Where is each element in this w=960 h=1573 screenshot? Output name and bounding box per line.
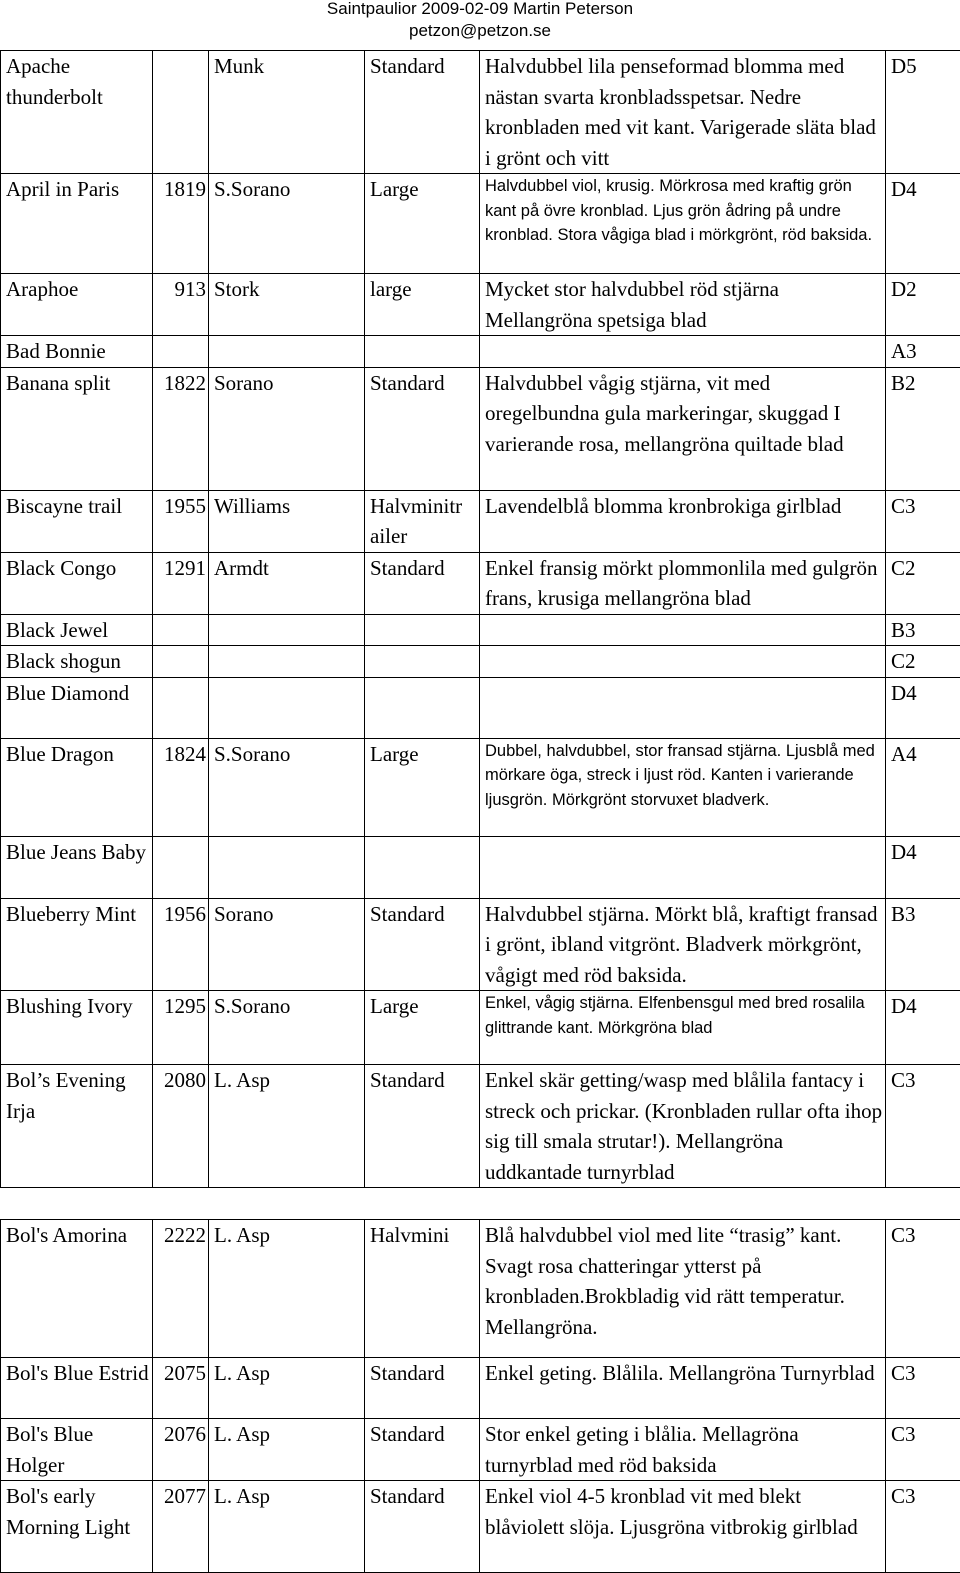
breeder-cell: Sorano	[209, 898, 365, 991]
description-cell: Halvdubbel viol, krusig. Mörkrosa med kraftig grön kant på övre kronblad. Ljus grön ådring på undre kronblad. Stora vågiga blad i mörkgrönt, röd baksida.	[480, 174, 886, 274]
location-code-cell: D4	[886, 836, 960, 898]
variety-name-cell: Bol's Blue Holger	[1, 1419, 153, 1481]
variety-number-cell	[153, 614, 209, 646]
breeder-cell	[209, 614, 365, 646]
variety-name-cell: Araphoe	[1, 274, 153, 336]
size-cell	[365, 677, 480, 738]
description-cell: Halvdubbel stjärna. Mörkt blå, kraftigt fransad i grönt, ibland vitgrönt. Bladverk mörkgrönt, vågigt med röd baksida.	[480, 898, 886, 991]
description-cell: Stor enkel geting i blålia. Mellagröna turnyrblad med röd baksida	[480, 1419, 886, 1481]
variety-number-cell: 1819	[153, 174, 209, 274]
description-cell: Enkel viol 4-5 kronblad vit med blekt blåviolett slöja. Ljusgröna vitbrokig girlblad	[480, 1481, 886, 1573]
table-row	[1, 1220, 960, 1358]
table-row	[1, 1481, 960, 1573]
table-row	[1, 614, 960, 646]
location-code-cell: C3	[886, 490, 960, 552]
location-code-cell: C3	[886, 1419, 960, 1481]
table-row	[1, 490, 960, 552]
variety-number-cell: 2077	[153, 1481, 209, 1573]
description-cell: Enkel, vågig stjärna. Elfenbensgul med bred rosalila glittrande kant. Mörkgröna blad	[480, 991, 886, 1065]
size-cell: Standard	[365, 552, 480, 614]
size-cell: Standard	[365, 898, 480, 991]
size-cell: Standard	[365, 1065, 480, 1188]
description-cell: Lavendelblå blomma kronbrokiga girlblad	[480, 490, 886, 552]
variety-name-cell: Banana split	[1, 367, 153, 490]
variety-number-cell	[153, 51, 209, 174]
description-cell	[480, 836, 886, 898]
variety-name-cell: Bol’s Evening Irja	[1, 1065, 153, 1188]
description-cell: Enkel geting. Blålila. Mellangröna Turnyrblad	[480, 1358, 886, 1419]
breeder-cell	[209, 836, 365, 898]
description-cell: Halvdubbel vågig stjärna, vit med oregelbundna gula markeringar, skuggad I varierande rosa, mellangröna quiltade blad	[480, 367, 886, 490]
variety-number-cell: 1291	[153, 552, 209, 614]
variety-name-cell: Black Jewel	[1, 614, 153, 646]
location-code-cell: C2	[886, 552, 960, 614]
table-gap-cell	[1, 1188, 960, 1220]
variety-name-cell: Blue Diamond	[1, 677, 153, 738]
location-code-cell: C3	[886, 1220, 960, 1358]
description-cell	[480, 614, 886, 646]
description-cell: Mycket stor halvdubbel röd stjärna Mellangröna spetsiga blad	[480, 274, 886, 336]
plant-table-body	[1, 51, 960, 1573]
size-cell: large	[365, 274, 480, 336]
variety-number-cell: 1295	[153, 991, 209, 1065]
breeder-cell	[209, 646, 365, 678]
table-row	[1, 1419, 960, 1481]
variety-number-cell: 913	[153, 274, 209, 336]
location-code-cell: C3	[886, 1065, 960, 1188]
breeder-cell: Stork	[209, 274, 365, 336]
breeder-cell: L. Asp	[209, 1481, 365, 1573]
variety-number-cell: 1955	[153, 490, 209, 552]
variety-name-cell: Apache thunderbolt	[1, 51, 153, 174]
location-code-cell: D4	[886, 174, 960, 274]
breeder-cell: Armdt	[209, 552, 365, 614]
variety-name-cell: Blue Jeans Baby	[1, 836, 153, 898]
table-row	[1, 1065, 960, 1188]
table-row	[1, 552, 960, 614]
table-row	[1, 836, 960, 898]
table-row	[1, 336, 960, 368]
variety-name-cell: Black shogun	[1, 646, 153, 678]
location-code-cell: B3	[886, 614, 960, 646]
table-row	[1, 898, 960, 991]
description-cell: Dubbel, halvdubbel, stor fransad stjärna. Ljusblå med mörkare öga, streck i ljust röd. Kanten i varierande ljusgrön. Mörkgrönt storvuxet bladverk.	[480, 738, 886, 836]
page-header-email: petzon@petzon.se	[0, 20, 960, 42]
variety-name-cell: Blue Dragon	[1, 738, 153, 836]
table-gap	[1, 1188, 960, 1220]
variety-number-cell: 2222	[153, 1220, 209, 1358]
variety-number-cell: 2076	[153, 1419, 209, 1481]
variety-name-cell: Blueberry Mint	[1, 898, 153, 991]
size-cell: Large	[365, 738, 480, 836]
breeder-cell: L. Asp	[209, 1419, 365, 1481]
location-code-cell: D5	[886, 51, 960, 174]
breeder-cell: S.Sorano	[209, 738, 365, 836]
size-cell	[365, 836, 480, 898]
table-row	[1, 738, 960, 836]
location-code-cell: C3	[886, 1481, 960, 1573]
size-cell: Large	[365, 174, 480, 274]
description-cell: Enkel fransig mörkt plommonlila med gulgrön frans, krusiga mellangröna blad	[480, 552, 886, 614]
description-cell	[480, 646, 886, 678]
size-cell: Standard	[365, 51, 480, 174]
variety-number-cell	[153, 677, 209, 738]
size-cell	[365, 614, 480, 646]
breeder-cell: S.Sorano	[209, 174, 365, 274]
size-cell: Standard	[365, 1358, 480, 1419]
variety-name-cell: Biscayne trail	[1, 490, 153, 552]
location-code-cell: A4	[886, 738, 960, 836]
location-code-cell: D4	[886, 677, 960, 738]
table-row	[1, 367, 960, 490]
variety-name-cell: Bad Bonnie	[1, 336, 153, 368]
breeder-cell	[209, 677, 365, 738]
variety-name-cell: Bol's Amorina	[1, 1220, 153, 1358]
variety-number-cell: 1822	[153, 367, 209, 490]
table-row	[1, 677, 960, 738]
variety-number-cell: 2075	[153, 1358, 209, 1419]
variety-name-cell: Blushing Ivory	[1, 991, 153, 1065]
description-cell: Blå halvdubbel viol med lite “trasig” kant. Svagt rosa chatteringar ytterst på kronbladen.Brokbladig vid rätt temperatur. Mellangröna.	[480, 1220, 886, 1358]
table-row	[1, 1358, 960, 1419]
location-code-cell: D2	[886, 274, 960, 336]
table-row	[1, 991, 960, 1065]
variety-number-cell	[153, 336, 209, 368]
location-code-cell: B3	[886, 898, 960, 991]
variety-name-cell: Black Congo	[1, 552, 153, 614]
variety-number-cell	[153, 836, 209, 898]
variety-number-cell: 2080	[153, 1065, 209, 1188]
size-cell: Large	[365, 991, 480, 1065]
table-row	[1, 174, 960, 274]
size-cell: Standard	[365, 367, 480, 490]
table-row	[1, 51, 960, 174]
breeder-cell	[209, 336, 365, 368]
location-code-cell: C3	[886, 1358, 960, 1419]
size-cell: Standard	[365, 1481, 480, 1573]
table-row	[1, 274, 960, 336]
breeder-cell: Sorano	[209, 367, 365, 490]
location-code-cell: A3	[886, 336, 960, 368]
variety-name-cell: Bol's Blue Estrid	[1, 1358, 153, 1419]
variety-name-cell: April in Paris	[1, 174, 153, 274]
table-row	[1, 646, 960, 678]
breeder-cell: S.Sorano	[209, 991, 365, 1065]
description-cell: Halvdubbel lila penseformad blomma med nästan svarta kronbladsspetsar. Nedre kronbladen med vit kant. Varigerade släta blad i grönt och vitt	[480, 51, 886, 174]
location-code-cell: C2	[886, 646, 960, 678]
location-code-cell: D4	[886, 991, 960, 1065]
size-cell	[365, 336, 480, 368]
breeder-cell: Munk	[209, 51, 365, 174]
description-cell	[480, 336, 886, 368]
breeder-cell: L. Asp	[209, 1220, 365, 1358]
location-code-cell: B2	[886, 367, 960, 490]
plant-table	[0, 50, 960, 1573]
variety-number-cell	[153, 646, 209, 678]
size-cell: Halvmini	[365, 1220, 480, 1358]
size-cell: Halvminitr ailer	[365, 490, 480, 552]
description-cell: Enkel skär getting/wasp med blålila fantacy i streck och prickar. (Kronbladen rullar ofta ihop sig till smala strutar!). Mellangröna uddkantade turnyrblad	[480, 1065, 886, 1188]
page-header-title: Saintpaulior 2009-02-09 Martin Peterson	[0, 0, 960, 20]
breeder-cell: L. Asp	[209, 1358, 365, 1419]
breeder-cell: Williams	[209, 490, 365, 552]
breeder-cell: L. Asp	[209, 1065, 365, 1188]
size-cell: Standard	[365, 1419, 480, 1481]
size-cell	[365, 646, 480, 678]
variety-number-cell: 1824	[153, 738, 209, 836]
variety-number-cell: 1956	[153, 898, 209, 991]
description-cell	[480, 677, 886, 738]
variety-name-cell: Bol's early Morning Light	[1, 1481, 153, 1573]
